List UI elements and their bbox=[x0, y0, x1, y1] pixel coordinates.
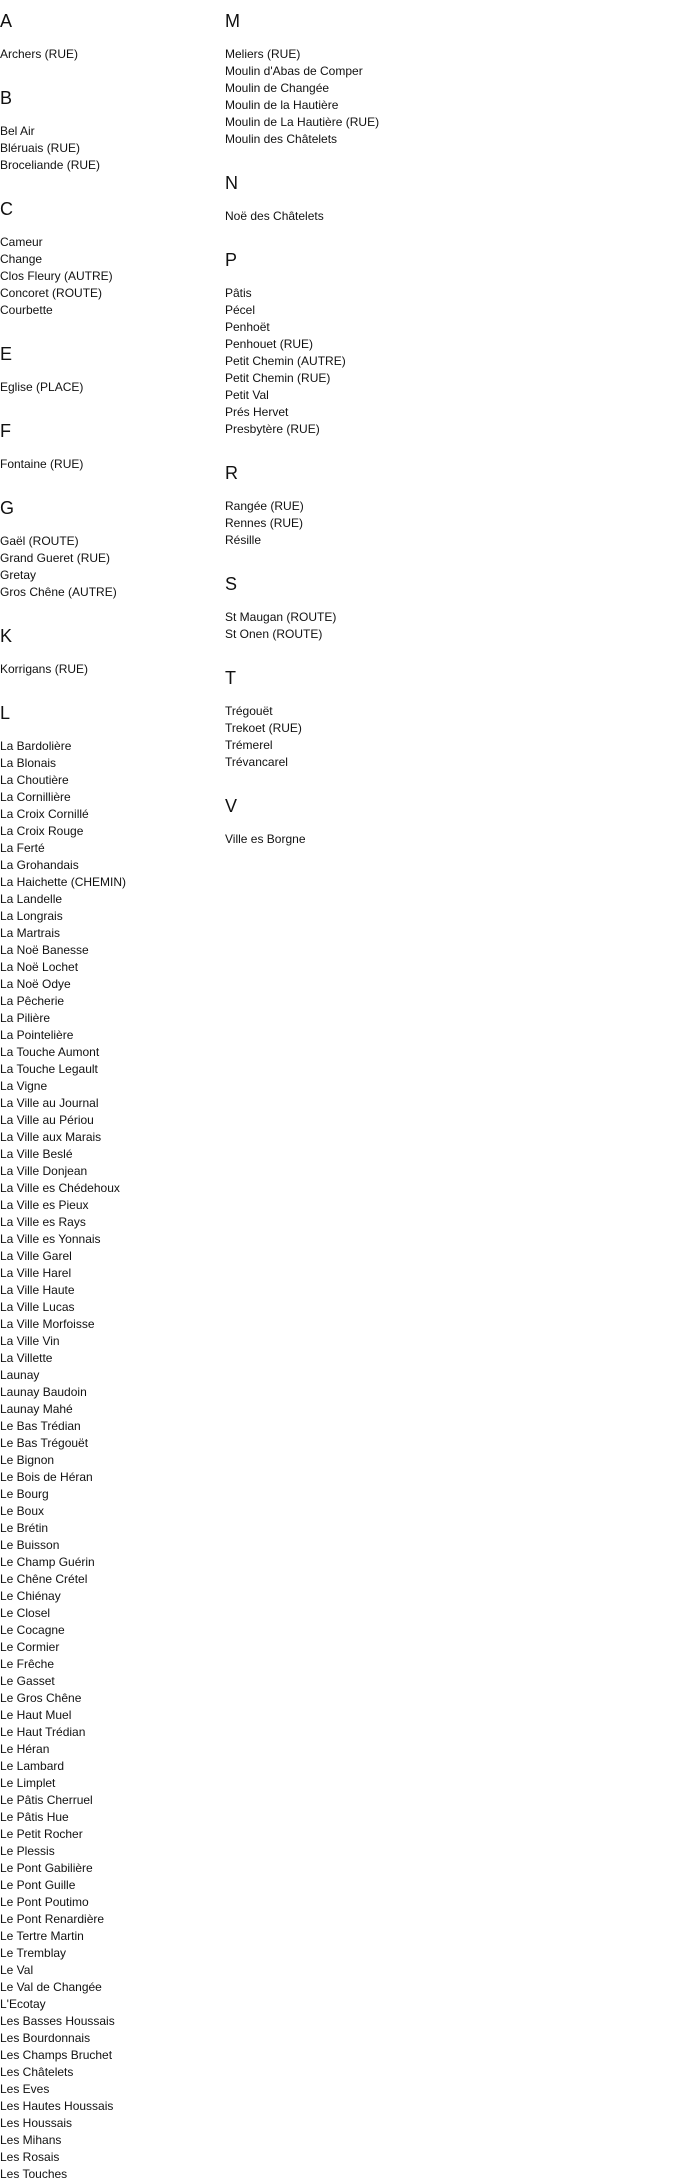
street-link-clos-fleury-autre[interactable]: Clos Fleury (AUTRE) bbox=[0, 269, 113, 283]
street-link-petit-chemin-rue[interactable]: Petit Chemin (RUE) bbox=[225, 371, 331, 385]
street-link-la-ville-morfoisse[interactable]: La Ville Morfoisse bbox=[0, 1317, 95, 1331]
street-link-moulin-des-chatelets[interactable]: Moulin des Châtelets bbox=[225, 132, 338, 146]
street-link-le-pont-renardiere[interactable]: Le Pont Renardière bbox=[0, 1912, 105, 1926]
street-link-la-cornilliere[interactable]: La Cornillière bbox=[0, 790, 71, 804]
street-link-trekoet-rue[interactable]: Trekoet (RUE) bbox=[225, 721, 302, 735]
street-link-la-martrais[interactable]: La Martrais bbox=[0, 926, 61, 940]
street-link-trevancarel[interactable]: Trévancarel bbox=[225, 755, 288, 769]
street-link-la-noe-lochet[interactable]: La Noë Lochet bbox=[0, 960, 79, 974]
street-link-le-plessis[interactable]: Le Plessis bbox=[0, 1844, 55, 1858]
street-link-la-landelle[interactable]: La Landelle bbox=[0, 892, 63, 906]
street-link-les-basses-houssais[interactable]: Les Basses Houssais bbox=[0, 2014, 115, 2028]
section-letter-heading: K bbox=[0, 626, 13, 646]
section-letter-heading: F bbox=[0, 421, 11, 441]
street-link-le-bretin[interactable]: Le Brétin bbox=[0, 1521, 49, 1535]
street-link-patis[interactable]: Pâtis bbox=[225, 286, 252, 300]
street-link-pres-hervet[interactable]: Prés Hervet bbox=[225, 405, 289, 419]
street-list bbox=[225, 285, 665, 438]
street-link-le-heran[interactable]: Le Héran bbox=[0, 1742, 50, 1756]
street-link-la-piliere[interactable]: La Pilière bbox=[0, 1011, 51, 1025]
letter-section-s bbox=[225, 573, 665, 643]
street-link-le-boux[interactable]: Le Boux bbox=[0, 1504, 45, 1518]
street-link-eglise-place[interactable]: Eglise (PLACE) bbox=[0, 380, 84, 394]
letter-section-k bbox=[0, 625, 220, 678]
street-list bbox=[0, 234, 220, 319]
street-link-st-onen-route[interactable]: St Onen (ROUTE) bbox=[225, 627, 323, 641]
street-link-archers-rue[interactable]: Archers (RUE) bbox=[0, 47, 79, 61]
street-link-la-ville-es-chedehoux[interactable]: La Ville es Chédehoux bbox=[0, 1181, 120, 1195]
street-link-bleruais-rue[interactable]: Bléruais (RUE) bbox=[0, 141, 81, 155]
street-list bbox=[0, 738, 220, 2183]
street-link-le-pont-poutimo[interactable]: Le Pont Poutimo bbox=[0, 1895, 89, 1909]
letter-section-v bbox=[225, 795, 665, 848]
street-link-la-ferte[interactable]: La Ferté bbox=[0, 841, 45, 855]
street-link-cameur[interactable]: Cameur bbox=[0, 235, 43, 249]
street-link-les-hautes-houssais[interactable]: Les Hautes Houssais bbox=[0, 2099, 114, 2113]
section-letter-heading: L bbox=[0, 703, 11, 723]
street-link-penhouet-rue[interactable]: Penhouet (RUE) bbox=[225, 337, 314, 351]
street-link-la-croix-rouge[interactable]: La Croix Rouge bbox=[0, 824, 84, 838]
street-link-le-patis-hue[interactable]: Le Pâtis Hue bbox=[0, 1810, 69, 1824]
letter-section-l bbox=[0, 702, 220, 2183]
street-list bbox=[225, 46, 665, 148]
letter-section-r bbox=[225, 462, 665, 549]
street-link-le-cocagne[interactable]: Le Cocagne bbox=[0, 1623, 65, 1637]
street-link-tregouet[interactable]: Trégouët bbox=[225, 704, 273, 718]
street-link-le-haut-tredian[interactable]: Le Haut Trédian bbox=[0, 1725, 86, 1739]
street-link-la-villette[interactable]: La Villette bbox=[0, 1351, 53, 1365]
street-link-korrigans-rue[interactable]: Korrigans (RUE) bbox=[0, 662, 89, 676]
street-link-l-ecotay[interactable]: L'Ecotay bbox=[0, 1997, 46, 2011]
street-link-le-val-de-changee[interactable]: Le Val de Changée bbox=[0, 1980, 102, 1994]
street-list bbox=[0, 456, 220, 473]
street-link-la-ville-besle[interactable]: La Ville Beslé bbox=[0, 1147, 73, 1161]
section-letter-heading: N bbox=[225, 173, 238, 193]
street-link-le-bignon[interactable]: Le Bignon bbox=[0, 1453, 55, 1467]
street-link-moulin-de-la-hautiere[interactable]: Moulin de la Hautière bbox=[225, 98, 339, 112]
street-link-la-ville-garel[interactable]: La Ville Garel bbox=[0, 1249, 72, 1263]
street-link-le-petit-rocher[interactable]: Le Petit Rocher bbox=[0, 1827, 83, 1841]
street-link-la-pointeliere[interactable]: La Pointelière bbox=[0, 1028, 74, 1042]
street-link-le-pont-gabiliere[interactable]: Le Pont Gabilière bbox=[0, 1861, 93, 1875]
street-link-penhoet[interactable]: Penhoët bbox=[225, 320, 270, 334]
street-link-le-freche[interactable]: Le Frêche bbox=[0, 1657, 55, 1671]
letter-section-m bbox=[225, 10, 665, 148]
street-link-launay[interactable]: Launay bbox=[0, 1368, 40, 1382]
street-link-presbytere-rue[interactable]: Presbytère (RUE) bbox=[225, 422, 320, 436]
street-list bbox=[225, 703, 665, 771]
street-list bbox=[0, 661, 220, 678]
street-link-meliers-rue[interactable]: Meliers (RUE) bbox=[225, 47, 301, 61]
letter-section-g bbox=[0, 497, 220, 601]
street-link-la-ville-es-pieux[interactable]: La Ville es Pieux bbox=[0, 1198, 89, 1212]
street-link-la-choutiere[interactable]: La Choutière bbox=[0, 773, 69, 787]
street-link-la-ville-au-journal[interactable]: La Ville au Journal bbox=[0, 1096, 99, 1110]
street-link-la-pecherie[interactable]: La Pêcherie bbox=[0, 994, 65, 1008]
letter-section-f bbox=[0, 420, 220, 473]
section-letter-heading: S bbox=[225, 574, 238, 594]
street-link-le-lambard[interactable]: Le Lambard bbox=[0, 1759, 65, 1773]
street-link-la-ville-lucas[interactable]: La Ville Lucas bbox=[0, 1300, 75, 1314]
street-link-le-chienay[interactable]: Le Chiénay bbox=[0, 1589, 61, 1603]
street-list bbox=[225, 609, 665, 643]
letter-section-n bbox=[225, 172, 665, 225]
street-link-la-ville-haute[interactable]: La Ville Haute bbox=[0, 1283, 75, 1297]
section-letter-heading: T bbox=[225, 668, 236, 688]
street-link-les-touches[interactable]: Les Touches bbox=[0, 2167, 68, 2181]
letter-section-t bbox=[225, 667, 665, 771]
street-link-petit-val[interactable]: Petit Val bbox=[225, 388, 269, 402]
street-link-le-bois-de-heran[interactable]: Le Bois de Héran bbox=[0, 1470, 93, 1484]
street-list bbox=[0, 46, 220, 63]
street-link-les-houssais[interactable]: Les Houssais bbox=[0, 2116, 73, 2130]
street-link-la-noe-banesse[interactable]: La Noë Banesse bbox=[0, 943, 89, 957]
street-link-launay-baudoin[interactable]: Launay Baudoin bbox=[0, 1385, 87, 1399]
street-link-petit-chemin-autre[interactable]: Petit Chemin (AUTRE) bbox=[225, 354, 346, 368]
street-link-la-ville-es-rays[interactable]: La Ville es Rays bbox=[0, 1215, 86, 1229]
street-link-le-gasset[interactable]: Le Gasset bbox=[0, 1674, 55, 1688]
street-link-les-champs-bruchet[interactable]: Les Champs Bruchet bbox=[0, 2048, 113, 2062]
street-link-le-limplet[interactable]: Le Limplet bbox=[0, 1776, 56, 1790]
street-link-la-grohandais[interactable]: La Grohandais bbox=[0, 858, 79, 872]
section-letter-heading: R bbox=[225, 463, 238, 483]
street-link-le-chene-cretel[interactable]: Le Chêne Crétel bbox=[0, 1572, 88, 1586]
letter-section-c bbox=[0, 198, 220, 319]
street-link-la-longrais[interactable]: La Longrais bbox=[0, 909, 63, 923]
street-link-resille[interactable]: Résille bbox=[225, 533, 262, 547]
street-link-moulin-d-abas-de-comper[interactable]: Moulin d'Abas de Comper bbox=[225, 64, 363, 78]
street-link-gros-chene-autre[interactable]: Gros Chêne (AUTRE) bbox=[0, 585, 117, 599]
letter-section-a bbox=[0, 10, 220, 63]
street-link-la-haichette-chemin[interactable]: La Haichette (CHEMIN) bbox=[0, 875, 127, 889]
street-link-le-pont-guille[interactable]: Le Pont Guille bbox=[0, 1878, 76, 1892]
street-link-rangee-rue[interactable]: Rangée (RUE) bbox=[225, 499, 304, 513]
street-link-concoret-route[interactable]: Concoret (ROUTE) bbox=[0, 286, 103, 300]
street-link-gael-route[interactable]: Gaël (ROUTE) bbox=[0, 534, 79, 548]
street-link-change[interactable]: Change bbox=[0, 252, 43, 266]
street-link-le-bas-tredian[interactable]: Le Bas Trédian bbox=[0, 1419, 81, 1433]
street-link-la-ville-au-periou[interactable]: La Ville au Périou bbox=[0, 1113, 94, 1127]
street-link-la-vigne[interactable]: La Vigne bbox=[0, 1079, 48, 1093]
street-list bbox=[0, 123, 220, 174]
street-link-la-ville-harel[interactable]: La Ville Harel bbox=[0, 1266, 72, 1280]
street-link-le-tertre-martin[interactable]: Le Tertre Martin bbox=[0, 1929, 84, 1943]
section-letter-heading: B bbox=[0, 88, 13, 108]
street-link-les-eves[interactable]: Les Eves bbox=[0, 2082, 50, 2096]
section-letter-heading: M bbox=[225, 11, 240, 31]
letter-section-p bbox=[225, 249, 665, 438]
street-link-launay-mahe[interactable]: Launay Mahé bbox=[0, 1402, 73, 1416]
street-index-right-column bbox=[225, 10, 665, 848]
street-link-pecel[interactable]: Pécel bbox=[225, 303, 256, 317]
street-link-moulin-de-changee[interactable]: Moulin de Changée bbox=[225, 81, 330, 95]
street-link-la-ville-es-yonnais[interactable]: La Ville es Yonnais bbox=[0, 1232, 101, 1246]
street-list bbox=[225, 208, 665, 225]
street-index-left-column bbox=[0, 10, 220, 2183]
street-link-noe-des-chatelets[interactable]: Noë des Châtelets bbox=[225, 209, 324, 223]
street-link-le-cormier[interactable]: Le Cormier bbox=[0, 1640, 60, 1654]
street-link-ville-es-borgne[interactable]: Ville es Borgne bbox=[225, 832, 306, 846]
street-list bbox=[0, 379, 220, 396]
street-link-la-noe-odye[interactable]: La Noë Odye bbox=[0, 977, 71, 991]
street-link-rennes-rue[interactable]: Rennes (RUE) bbox=[225, 516, 304, 530]
section-letter-heading: G bbox=[0, 498, 15, 518]
street-link-st-maugan-route[interactable]: St Maugan (ROUTE) bbox=[225, 610, 337, 624]
street-link-les-mihans[interactable]: Les Mihans bbox=[0, 2133, 62, 2147]
street-list bbox=[225, 831, 665, 848]
street-link-le-champ-guerin[interactable]: Le Champ Guérin bbox=[0, 1555, 95, 1569]
street-link-la-ville-donjean[interactable]: La Ville Donjean bbox=[0, 1164, 88, 1178]
street-link-le-bourg[interactable]: Le Bourg bbox=[0, 1487, 49, 1501]
street-link-le-closel[interactable]: Le Closel bbox=[0, 1606, 51, 1620]
street-link-le-buisson[interactable]: Le Buisson bbox=[0, 1538, 60, 1552]
street-link-grand-gueret-rue[interactable]: Grand Gueret (RUE) bbox=[0, 551, 111, 565]
street-link-le-bas-tregouet[interactable]: Le Bas Trégouët bbox=[0, 1436, 89, 1450]
street-link-la-bardoliere[interactable]: La Bardolière bbox=[0, 739, 72, 753]
section-letter-heading: A bbox=[0, 11, 13, 31]
street-link-le-val[interactable]: Le Val bbox=[0, 1963, 34, 1977]
section-letter-heading: E bbox=[0, 344, 13, 364]
street-link-les-bourdonnais[interactable]: Les Bourdonnais bbox=[0, 2031, 91, 2045]
street-link-la-ville-aux-marais[interactable]: La Ville aux Marais bbox=[0, 1130, 102, 1144]
section-letter-heading: V bbox=[225, 796, 238, 816]
street-link-la-blonais[interactable]: La Blonais bbox=[0, 756, 57, 770]
street-link-la-ville-vin[interactable]: La Ville Vin bbox=[0, 1334, 60, 1348]
street-link-le-tremblay[interactable]: Le Tremblay bbox=[0, 1946, 67, 1960]
letter-section-e bbox=[0, 343, 220, 396]
street-link-bel-air[interactable]: Bel Air bbox=[0, 124, 35, 138]
street-link-les-chatelets[interactable]: Les Châtelets bbox=[0, 2065, 74, 2079]
section-letter-heading: P bbox=[225, 250, 238, 270]
street-link-la-touche-legault[interactable]: La Touche Legault bbox=[0, 1062, 98, 1076]
street-link-les-rosais[interactable]: Les Rosais bbox=[0, 2150, 60, 2164]
street-link-le-gros-chene[interactable]: Le Gros Chêne bbox=[0, 1691, 82, 1705]
street-link-courbette[interactable]: Courbette bbox=[0, 303, 53, 317]
section-letter-heading: C bbox=[0, 199, 13, 219]
street-link-tremerel[interactable]: Trémerel bbox=[225, 738, 273, 752]
street-link-la-croix-cornille[interactable]: La Croix Cornillé bbox=[0, 807, 89, 821]
street-link-le-patis-cherruel[interactable]: Le Pâtis Cherruel bbox=[0, 1793, 93, 1807]
street-link-moulin-de-la-hautiere-rue[interactable]: Moulin de La Hautière (RUE) bbox=[225, 115, 380, 129]
street-list bbox=[225, 498, 665, 549]
street-list bbox=[0, 533, 220, 601]
street-link-broceliande-rue[interactable]: Broceliande (RUE) bbox=[0, 158, 101, 172]
street-link-le-haut-muel[interactable]: Le Haut Muel bbox=[0, 1708, 72, 1722]
street-link-gretay[interactable]: Gretay bbox=[0, 568, 37, 582]
letter-section-b bbox=[0, 87, 220, 174]
street-link-fontaine-rue[interactable]: Fontaine (RUE) bbox=[0, 457, 84, 471]
street-link-la-touche-aumont[interactable]: La Touche Aumont bbox=[0, 1045, 100, 1059]
